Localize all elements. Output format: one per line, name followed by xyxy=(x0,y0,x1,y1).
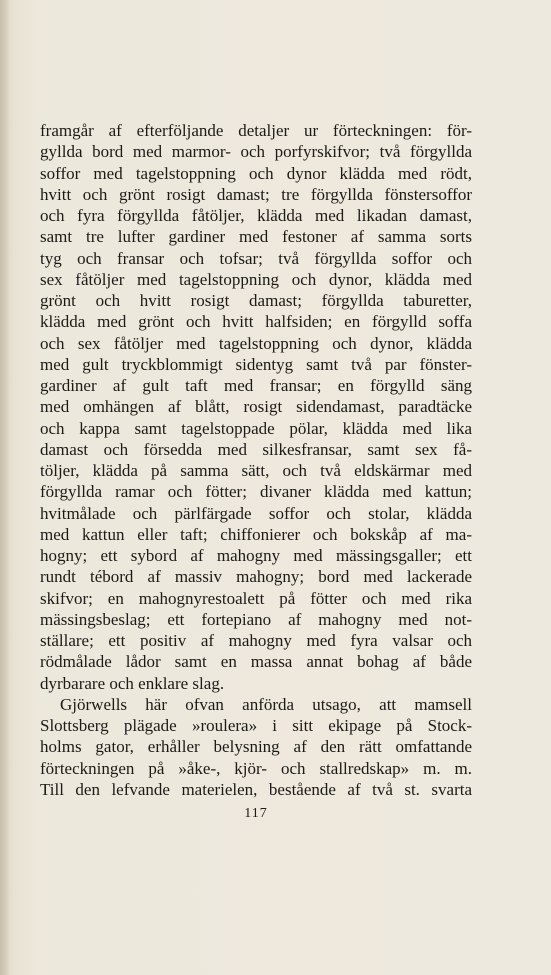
text-line: Gjörwells här ofvan anförda utsago, att mamsell xyxy=(60,694,472,714)
text-line: hvitmålade och pärlfärgade soffor och stolar, klädda xyxy=(40,503,472,523)
text-line: och sex fåtöljer med tagelstoppning och dynor, klädda xyxy=(40,333,472,353)
page-number: 117 xyxy=(244,806,268,821)
text-line: och fyra förgyllda fåtöljer, klädda med likadan damast, xyxy=(40,206,472,225)
text-line: grönt och hvitt rosigt damast; förgyllda taburetter, xyxy=(40,291,472,310)
text-line: med gult tryckblommigt sidentyg samt två par fönster- xyxy=(40,354,472,374)
text-line: tyg och fransar och tofsar; två förgyllda soffor och xyxy=(40,248,472,268)
text-line: samt tre lufter gardiner med festoner af samma sorts xyxy=(40,227,472,247)
text-line: hogny; ett sybord af mahogny med mässingsgaller; ett xyxy=(40,546,472,565)
text-line: med omhängen af blått, rosigt sidendamast, paradtäcke xyxy=(40,397,472,417)
body-text xyxy=(40,120,472,800)
text-line: gyllda bord med marmor- och porfyrskifvor; två förgyllda xyxy=(40,142,472,162)
text-line: och kappa samt tagelstoppade pölar, klädda med lika xyxy=(40,418,472,438)
text-line: sex fåtöljer med tagelstoppning och dynor, klädda med xyxy=(40,269,472,289)
text-line: rundt tébord af massiv mahogny; bord med lackerade xyxy=(40,567,472,587)
text-line: hvitt och grönt rosigt damast; tre förgyllda fönstersoffor xyxy=(40,184,472,204)
text-line: soffor med tagelstoppning och dynor klädda med rödt, xyxy=(40,163,472,183)
text-line: ställare; ett positiv af mahogny med fyra valsar och xyxy=(40,631,472,650)
text-line: med kattun eller taft; chiffonierer och bokskåp af ma- xyxy=(40,524,472,544)
text-line: töljer, klädda på samma sätt, och två eldskärmar med xyxy=(40,461,472,480)
text-line: gardiner af gult taft med fransar; en förgylld säng xyxy=(40,376,472,395)
text-line: Slottsberg plägade »roulera» i sitt ekipage på Stock- xyxy=(40,716,472,735)
text-line: framgår af efterföljande detaljer ur förteckningen: för- xyxy=(40,121,472,140)
text-line: rödmålade lådor samt en massa annat bohag af både xyxy=(40,652,472,672)
text-line: förgyllda ramar och fötter; divaner klädda med kattun; xyxy=(40,482,472,502)
text-line: holms gator, erhåller belysning af den rätt omfattande xyxy=(40,737,472,757)
text-line: dyrbarare och enklare slag. xyxy=(40,673,225,693)
text-line: förteckningen på »åke-, kjör- och stallredskap» m. m. xyxy=(40,758,472,778)
text-line: Till den lefvande materielen, bestående af två st. svarta xyxy=(40,779,472,799)
text-line: klädda med grönt och hvitt halfsiden; en förgylld soffa xyxy=(40,312,472,332)
text-line: mässingsbeslag; ett fortepiano af mahogny med not- xyxy=(40,609,472,629)
text-line: damast och försedda med silkesfransar, samt sex få- xyxy=(40,439,472,459)
page-gutter-shadow xyxy=(0,0,10,975)
text-line: skifvor; en mahognyrestoalett på fötter och med rika xyxy=(40,588,472,608)
